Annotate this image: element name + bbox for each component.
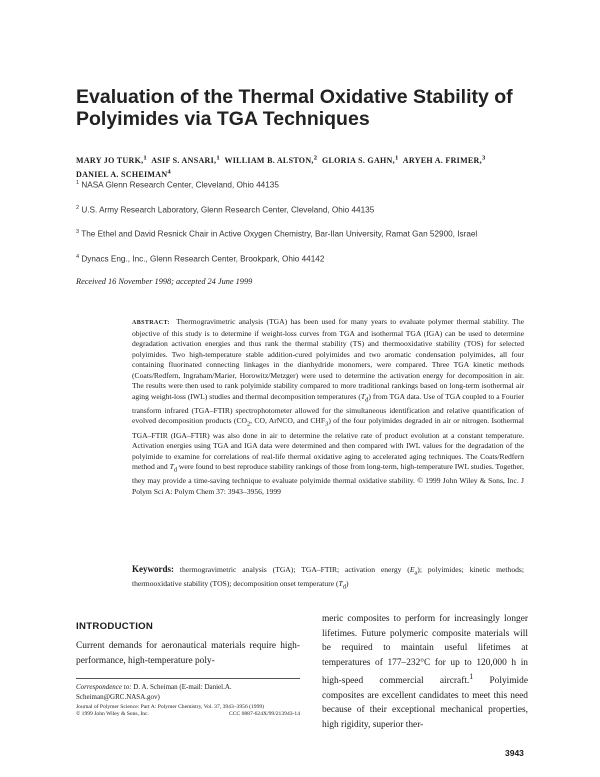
affiliations <box>76 178 556 277</box>
author: DANIEL A. SCHEIMAN$^4$ <box>76 168 172 180</box>
received-dates: Received 16 November 1998; accepted 24 June 1999 <box>76 277 253 286</box>
author: GLORIA S. GAHN,$^1$ <box>321 154 399 165</box>
author-list <box>76 152 546 181</box>
page-number: 3943 <box>505 748 524 758</box>
author: MARY JO TURK,$^1$ <box>76 154 148 165</box>
copyright: © 1999 John Wiley & Sons, Inc. <box>76 711 149 718</box>
body-text-right: meric composites to perform for increasingly longer lifetimes. Future polymeric composite materials will be required to maintain useful lifetimes at temperatures of 177–232°C for up to 120,000 h in high-speed commercial aircraft.$^1$ Polyimide composites are excellent candidates to meet this need because of their exceptional mechanical properties, high rigidity, superior ther- <box>322 614 528 730</box>
keywords: Keywords: thermogravimetric analysis (TGA); TGA–FTIR; activation energy $(E_a)$; polyimides; kinetic methods; thermooxidative stability (TOS); decomposition onset temperature $(T_d)$ <box>132 564 524 591</box>
footnote-divider <box>76 678 300 679</box>
article-title: Evaluation of the Thermal Oxidative Stability of Polyimides via TGA Techniques <box>76 86 513 130</box>
affiliation: $^4$ Dynacs Eng., Inc., Glenn Research Center, Brookpark, Ohio 44142 <box>76 254 325 264</box>
abstract: ABSTRACT: Thermogravimetric analysis (TGA) has been used for many years to evaluate polymer thermal stability. The objective of this study is to determine if weight-loss curves from TGA and isothermal TGA (IGA) can be used to determine degradation activation energies and thus rank the thermal stability (TS) and thermooxidative stability (TOS) for selected polyimides. Two high-temperature stable addition-cured polyimides and two aromatic condensation polyimides, all four containing fluorinated connecting linkages in the dianhydride monomers, were compared. Three TGA kinetic methods (Coats/Redfern, Ingraham/Marier, Horowitz/Metzger) were used to determine the activation energy for decomposition in air. The results were then used to rank polyimide stability compared to more traditional rankings based on long-term isothermal air aging weight-loss (IWL) studies and thermal decomposition temperatures $(T_d)$ from TGA data. Use of TGA coupled to a Fourier transform infrared (TGA–FTIR) spectrophotometer allowed for the simultaneous identification and relative quantification of evolved decomposition products ($CO_2$, CO, ArNCO, and $CHF_3$) of the four polyimides degraded in air or nitrogen. Isothermal TGA–FTIR (IGA–FTIR) was also done in air to determine the relative rate of product evolution at a constant temperature. Activation energies using TGA and IGA data were determined and then compared with IWL values for the degradation of the polyimide to examine for correlations of real-life thermal oxidative aging to accelerated aging techniques. The Coats/Redfern method and $T_d$ were found to best reproduce stability rankings of those from long-term, high-temperature IWL studies. Together, they may provide a time-saving technique to evaluate polyimide thermal oxidative stability. © 1999 John Wiley & Sons, Inc. J Polym Sci A: Polym Chem 37: 3943–3956, 1999 <box>132 317 524 496</box>
affiliation: $^1$ NASA Glenn Research Center, Cleveland, Ohio 44135 <box>76 180 279 190</box>
correspondence-note: Correspondence to: D. A. Scheiman (E-mail: Daniel.A. Scheiman@GRC.NASA.gov) <box>76 683 232 701</box>
keywords-label: Keywords: <box>132 564 174 574</box>
affiliation: $^2$ U.S. Army Research Laboratory, Glenn Research Center, Cleveland, Ohio 44135 <box>76 204 375 215</box>
abstract-label: ABSTRACT: <box>132 320 170 326</box>
journal-info <box>76 704 300 719</box>
author: ARYEH A. FRIMER,$^3$ <box>402 154 486 165</box>
body-text-left: Current demands for aeronautical materials require high-performance, high-temperature poly- <box>76 641 300 666</box>
journal-citation: Journal of Polymer Science: Part A: Polymer Chemistry, Vol. 37, 3943–3956 (1999) <box>76 704 265 710</box>
section-heading: INTRODUCTION <box>76 621 154 632</box>
author: WILLIAM B. ALSTON,$^2$ <box>224 154 318 165</box>
ccc-code: CCC 0887-624X/99/213943-14 <box>228 711 300 718</box>
author: ASIF S. ANSARI,$^1$ <box>151 154 220 165</box>
affiliation: $^3$ The Ethel and David Resnick Chair in Active Oxygen Chemistry, Bar-Ilan University, Ramat Gan 52900, Israel <box>76 229 478 240</box>
